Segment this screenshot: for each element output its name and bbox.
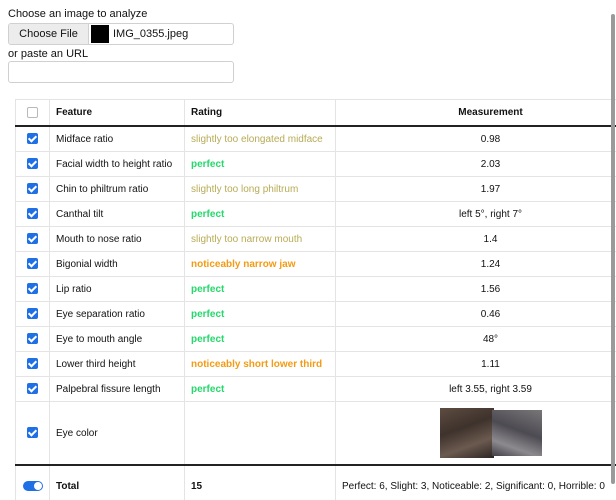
file-name: IMG_0355.jpeg [113, 28, 189, 40]
rating-header[interactable]: Rating [185, 100, 336, 127]
row-check-cell [16, 302, 50, 327]
eye-swatch-right [492, 410, 542, 456]
feature-cell: Eye separation ratio [50, 302, 185, 327]
rating-cell: slightly too elongated midface [185, 126, 336, 152]
measurement-cell: left 5°, right 7° [336, 202, 616, 227]
rating-cell: perfect [185, 302, 336, 327]
results-table-container [15, 99, 616, 500]
total-row [16, 465, 616, 500]
feature-cell: Chin to philtrum ratio [50, 177, 185, 202]
total-label: Total [50, 465, 185, 500]
row-checkbox[interactable] [27, 233, 38, 244]
table-row [16, 252, 616, 277]
rating-cell: slightly too long philtrum [185, 177, 336, 202]
row-checkbox[interactable] [27, 358, 38, 369]
feature-cell: Facial width to height ratio [50, 152, 185, 177]
url-label: or paste an URL [8, 48, 89, 60]
table-row-eye-color [16, 402, 616, 466]
table-row [16, 202, 616, 227]
measurement-cell: 1.11 [336, 352, 616, 377]
row-check-cell [16, 202, 50, 227]
total-toggle-cell [16, 465, 50, 500]
feature-cell: Lower third height [50, 352, 185, 377]
row-checkbox[interactable] [27, 383, 38, 394]
row-checkbox[interactable] [27, 158, 38, 169]
measurement-cell: 0.98 [336, 126, 616, 152]
rating-cell: perfect [185, 377, 336, 402]
select-all-cell [16, 100, 50, 127]
rating-cell [185, 402, 336, 466]
feature-cell: Bigonial width [50, 252, 185, 277]
row-check-cell [16, 227, 50, 252]
feature-cell: Palpebral fissure length [50, 377, 185, 402]
measurement-cell: 2.03 [336, 152, 616, 177]
total-score: 15 [185, 465, 336, 500]
row-checkbox[interactable] [27, 258, 38, 269]
total-summary: Perfect: 6, Slight: 3, Noticeable: 2, Significant: 0, Horrible: 0 [336, 465, 616, 500]
row-checkbox[interactable] [27, 208, 38, 219]
row-check-cell [16, 352, 50, 377]
feature-cell: Eye to mouth angle [50, 327, 185, 352]
rating-cell: perfect [185, 152, 336, 177]
feature-cell: Eye color [50, 402, 185, 466]
row-check-cell [16, 277, 50, 302]
total-toggle[interactable] [23, 481, 43, 491]
row-checkbox[interactable] [27, 308, 38, 319]
select-all-checkbox[interactable] [27, 107, 38, 118]
rating-cell: perfect [185, 277, 336, 302]
file-picker[interactable] [8, 23, 234, 45]
feature-header[interactable]: Feature [50, 100, 185, 127]
rating-cell: perfect [185, 327, 336, 352]
table-header-row [16, 100, 616, 127]
row-checkbox[interactable] [27, 333, 38, 344]
results-table [15, 99, 616, 500]
row-checkbox[interactable] [27, 283, 38, 294]
measurement-cell: 1.56 [336, 277, 616, 302]
upload-label: Choose an image to analyze [8, 8, 148, 20]
table-row [16, 377, 616, 402]
measurement-header[interactable]: Measurement [336, 100, 616, 127]
table-row [16, 352, 616, 377]
page-scrollbar[interactable] [611, 14, 615, 484]
row-check-cell [16, 377, 50, 402]
rating-cell: perfect [185, 202, 336, 227]
row-checkbox[interactable] [27, 427, 38, 438]
feature-cell: Mouth to nose ratio [50, 227, 185, 252]
eye-color-swatches [336, 402, 616, 466]
feature-cell: Lip ratio [50, 277, 185, 302]
table-row [16, 177, 616, 202]
row-check-cell [16, 252, 50, 277]
feature-cell: Canthal tilt [50, 202, 185, 227]
feature-cell: Midface ratio [50, 126, 185, 152]
measurement-cell: 1.97 [336, 177, 616, 202]
table-row [16, 277, 616, 302]
table-row [16, 327, 616, 352]
measurement-cell: 48° [336, 327, 616, 352]
rating-cell: noticeably short lower third [185, 352, 336, 377]
row-check-cell [16, 327, 50, 352]
table-body [16, 126, 616, 465]
table-row [16, 302, 616, 327]
row-check-cell [16, 402, 50, 466]
measurement-cell: 1.24 [336, 252, 616, 277]
rating-cell: slightly too narrow mouth [185, 227, 336, 252]
row-check-cell [16, 152, 50, 177]
table-row [16, 126, 616, 152]
row-checkbox[interactable] [27, 183, 38, 194]
measurement-cell: 0.46 [336, 302, 616, 327]
eye-swatch-left [440, 408, 494, 458]
row-checkbox[interactable] [27, 133, 38, 144]
choose-file-button[interactable]: Choose File [9, 24, 89, 44]
table-row [16, 152, 616, 177]
row-check-cell [16, 126, 50, 152]
measurement-cell: left 3.55, right 3.59 [336, 377, 616, 402]
table-row [16, 227, 616, 252]
measurement-cell: 1.4 [336, 227, 616, 252]
row-check-cell [16, 177, 50, 202]
file-thumbnail [91, 25, 109, 43]
rating-cell: noticeably narrow jaw [185, 252, 336, 277]
url-input[interactable] [8, 61, 234, 83]
